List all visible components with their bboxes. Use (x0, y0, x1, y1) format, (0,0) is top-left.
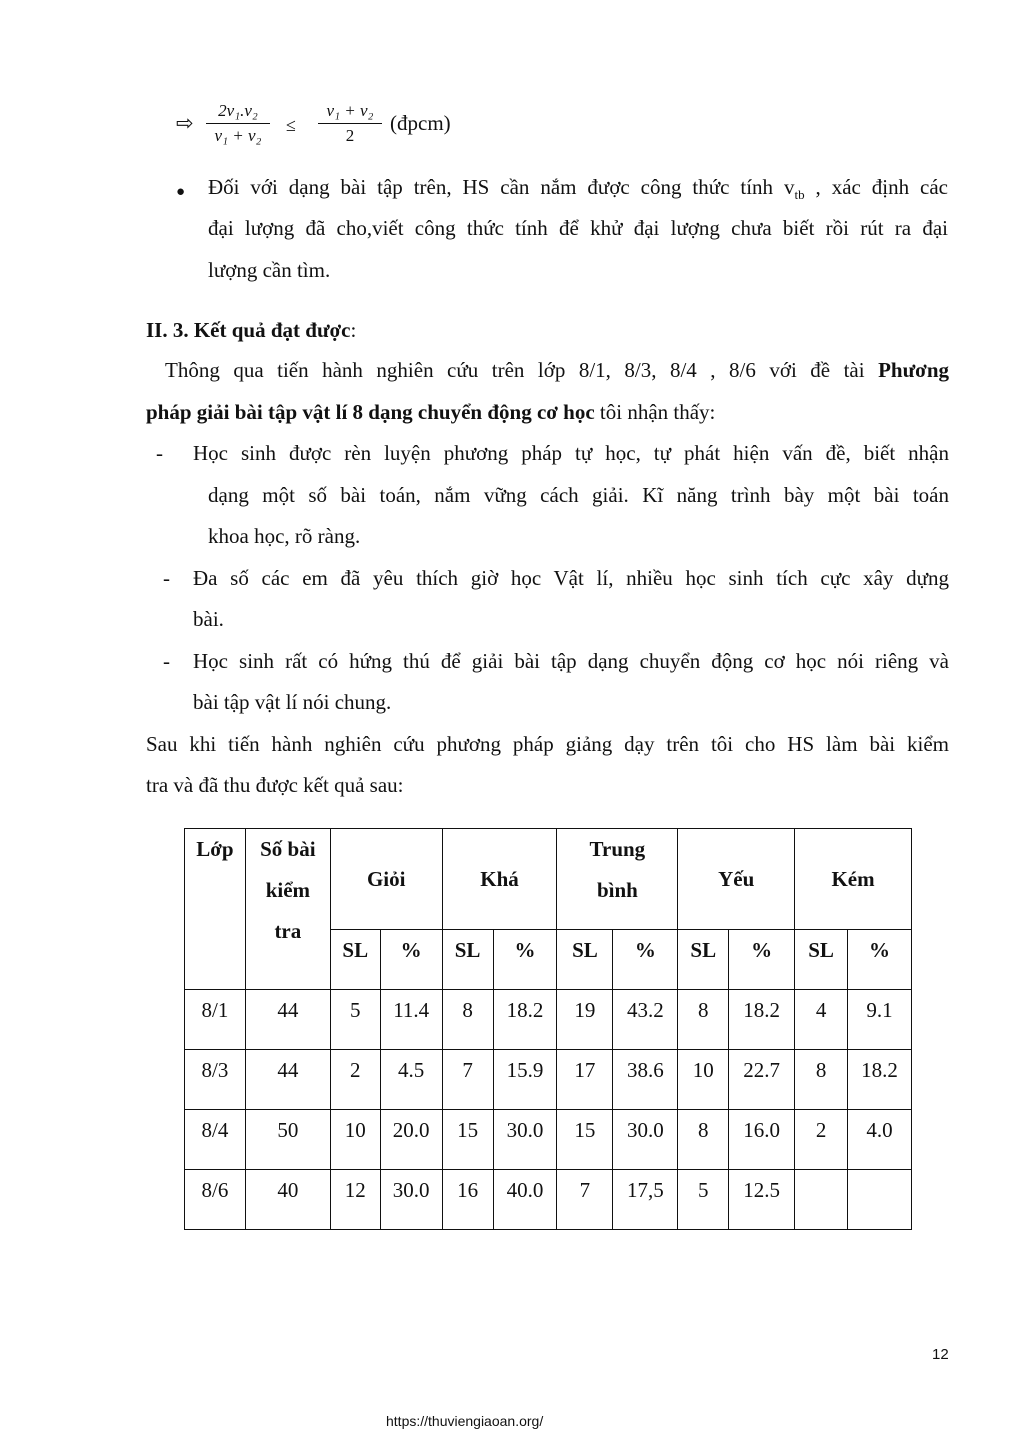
table-cell: 11.4 (380, 990, 442, 1050)
subheader-pct: % (613, 930, 678, 990)
dash-2-line-1: Đa số các em đã yêu thích giờ học Vật lí, nhiều học sinh tích cực xây dựng (193, 566, 949, 590)
table-cell: 8/1 (185, 990, 246, 1050)
bullet-line-1: Đối với dạng bài tập trên, HS cần nắm được công thức tính $v_{tb}$ , xác định các (208, 175, 948, 203)
dash-marker-1: - (156, 441, 163, 465)
table-cell: 18.2 (493, 990, 557, 1050)
table-row (185, 1050, 912, 1110)
table-cell: 43.2 (613, 990, 678, 1050)
header-kem: Kém (795, 829, 912, 930)
header-gioi: Giỏi (330, 829, 442, 930)
header-yeu: Yếu (678, 829, 795, 930)
leq-sign: ≤ (286, 115, 296, 135)
implies-arrow: ⇨ (176, 111, 194, 135)
table-row (185, 1170, 912, 1230)
subheader-pct: % (729, 930, 795, 990)
after-line-1: Sau khi tiến hành nghiên cứu phương pháp giảng dạy trên tôi cho HS làm bài kiểm (146, 732, 949, 756)
table-cell: 8/6 (185, 1170, 246, 1230)
table-row (185, 990, 912, 1050)
subheader-sl: SL (678, 930, 729, 990)
table-cell: 9.1 (848, 990, 912, 1050)
table-cell: 8 (795, 1050, 848, 1110)
dash-3-line-2: bài tập vật lí nói chung. (193, 690, 392, 714)
header-so-bai-kiem-tra: Số bài kiểm tra (245, 829, 330, 990)
table-cell: 16.0 (729, 1110, 795, 1170)
table-cell: 15 (557, 1110, 613, 1170)
dash-marker-3: - (163, 649, 170, 673)
subheader-sl: SL (330, 930, 380, 990)
subheader-sl: SL (795, 930, 848, 990)
subheader-sl: SL (557, 930, 613, 990)
table-cell: 19 (557, 990, 613, 1050)
table-header-row (185, 829, 912, 930)
table-cell: 4 (795, 990, 848, 1050)
table-cell: 8 (678, 990, 729, 1050)
subheader-pct: % (380, 930, 442, 990)
table-cell: 12.5 (729, 1170, 795, 1230)
formula-lhs-numerator: 2v₁.v₂ (218, 101, 258, 120)
footer-url[interactable]: https://thuviengiaoan.org/ (386, 1413, 544, 1429)
dash-1-line-3: khoa học, rõ ràng. (208, 524, 361, 548)
table-cell: 18.2 (848, 1050, 912, 1110)
intro-line-2: pháp giải bài tập vật lí 8 dạng chuyển động cơ học tôi nhận thấy: (146, 400, 716, 424)
subheader-sl: SL (442, 930, 493, 990)
table-cell: 15 (442, 1110, 493, 1170)
page-number: 12 (932, 1346, 949, 1363)
header-lop: Lớp (185, 829, 246, 990)
table-cell: 8 (442, 990, 493, 1050)
bullet-line-2: đại lượng đã cho,viết công thức tính để khử đại lượng chưa biết rồi rút ra đại (208, 216, 948, 240)
table-cell: 17,5 (613, 1170, 678, 1230)
formula-rhs-numerator: v₁ + v₂ (326, 101, 374, 120)
table-cell: 40 (245, 1170, 330, 1230)
table-cell: 4.0 (848, 1110, 912, 1170)
dash-marker-2: - (163, 566, 170, 590)
table-cell: 12 (330, 1170, 380, 1230)
formula-rhs-denominator: 2 (345, 126, 355, 145)
table-cell: 10 (678, 1050, 729, 1110)
section-heading: II. 3. Kết quả đạt được: (146, 318, 357, 342)
after-line-2: tra và đã thu được kết quả sau: (146, 773, 404, 797)
table-cell: 7 (442, 1050, 493, 1110)
table-cell: 44 (245, 990, 330, 1050)
table-cell: 5 (330, 990, 380, 1050)
dash-1-line-1: Học sinh được rèn luyện phương pháp tự học, tự phát hiện vấn đề, biết nhận (193, 441, 949, 465)
table-cell: 30.0 (380, 1170, 442, 1230)
table-cell (848, 1170, 912, 1230)
table-cell: 40.0 (493, 1170, 557, 1230)
table-cell: 2 (795, 1110, 848, 1170)
bullet-marker: ● (176, 184, 186, 200)
table-cell: 30.0 (613, 1110, 678, 1170)
table-cell: 8/3 (185, 1050, 246, 1110)
formula-lhs-fraction (206, 101, 270, 146)
subheader-pct: % (848, 930, 912, 990)
header-trung-binh: Trung bình (557, 829, 678, 930)
header-kha: Khá (442, 829, 557, 930)
subheader-pct: % (493, 930, 557, 990)
table-cell: 10 (330, 1110, 380, 1170)
intro-line-1: Thông qua tiến hành nghiên cứu trên lớp 8/1, 8/3, 8/4 , 8/6 với đề tài Phương (165, 358, 949, 382)
table-cell: 38.6 (613, 1050, 678, 1110)
table-body (185, 990, 912, 1230)
table-cell: 18.2 (729, 990, 795, 1050)
table-row (185, 1110, 912, 1170)
table-cell: 44 (245, 1050, 330, 1110)
dash-3-line-1: Học sinh rất có hứng thú để giải bài tập dạng chuyển động cơ học nói riêng và (193, 649, 949, 673)
table-cell: 22.7 (729, 1050, 795, 1110)
dash-2-line-2: bài. (193, 607, 224, 631)
table-cell: 5 (678, 1170, 729, 1230)
formula-lhs-denominator: v₁ + v₂ (214, 126, 262, 145)
table-cell: 30.0 (493, 1110, 557, 1170)
table-cell: 8 (678, 1110, 729, 1170)
table-cell: 16 (442, 1170, 493, 1230)
table-cell: 20.0 (380, 1110, 442, 1170)
table-cell: 17 (557, 1050, 613, 1110)
table-cell: 7 (557, 1170, 613, 1230)
bullet-line-3: lượng cần tìm. (208, 258, 331, 282)
results-table (184, 828, 912, 1230)
table-cell (795, 1170, 848, 1230)
table-cell: 2 (330, 1050, 380, 1110)
table-cell: 4.5 (380, 1050, 442, 1110)
table-cell: 8/4 (185, 1110, 246, 1170)
formula-rhs-fraction (318, 101, 382, 146)
dash-1-line-2: dạng một số bài toán, nắm vững cách giải. Kĩ năng trình bày một bài toán (208, 483, 949, 507)
table-cell: 15.9 (493, 1050, 557, 1110)
formula-tag: (đpcm) (390, 111, 451, 135)
table-cell: 50 (245, 1110, 330, 1170)
